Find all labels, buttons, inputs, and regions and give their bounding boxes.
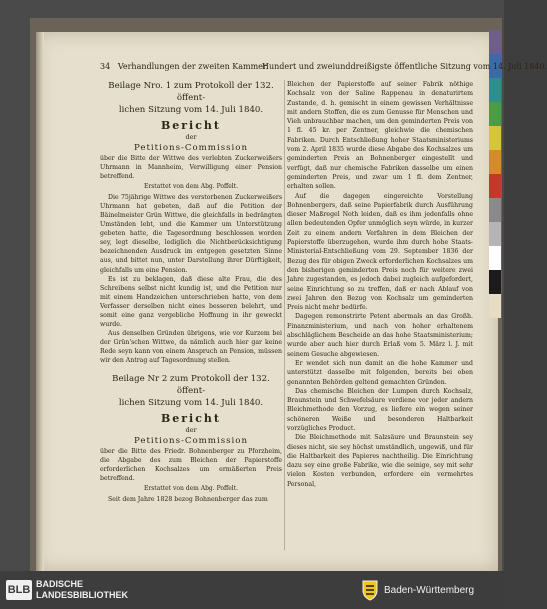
- appendix-1-der: der: [185, 133, 197, 141]
- right-column: [287, 80, 473, 560]
- appendix-2-subject: über die Bitte des Friedr. Bohnenberger zu Pforzheim, die Abgabe des zum Bleichen der Papierstoffe erforderlichen Kochsalzes um ermäßerten Preis betreffend.: [100, 448, 282, 483]
- right-paragraph-2: Auf die dagegen eingereichte Vorstellung Bohnenbergers, daß seine Papierfabrik durch Ausführung dieser Maßregel Noth leiden, daß es ihm jedenfalls ohne allen bedeutenden Opfer unmöglich seyn würde, in kurzer Zeit zu einem andern Verfahren in dem Bleichen der Papierstoffe überzugehen, wurde ihm durch hohe Staats-Ministerial-Entschließung vom 29. September 1836 der Bezug des für obigen Zweck erforderlichen Kochsalzes um den bisherigen geminderten Preis noch für weitere zwei Jahre zugestanden, es jedoch dabei zugleich aufgefordert, seine Einrichtung so zu treffen, daß er nach Ablauf von zwei Jahren den Bezug von Kochsalz um geminderten Preis nicht mehr bedürfe.: [287, 192, 473, 312]
- page-gutter: [36, 32, 44, 571]
- page-number: 34: [100, 62, 111, 71]
- appendix-2-signature: Erstattet von dem Abg. Poffelt.: [143, 485, 239, 493]
- appendix-2-der: der: [185, 426, 197, 435]
- appendix-1-subject: über die Bitte der Wittwe des verlebten Zuckerweißers Uhrmann in Mannheim, Verwilligung einer Pension betreffend.: [100, 155, 282, 181]
- right-paragraph-1: Bleichen der Papierstoffe auf seiner Fabrik nöthige Kochsalz von der Saline Rappenau in denaturirtem Zustande, d. h. gemischt in einem gewissen Verhältnisse mit andern Stoffen, die es zum Genusse für Menschen und Vieh unbrauchbar machen, um den geminderten Preis von 1 fl. 45 kr. per Zentner, gleichwie die chemischen Fabriken. Durch Entschließung hoher Staatsministeriums vom 2. April 1835 wurde diese Abgabe des Kochsalzes um geminderten Preis an Bohnenberger eingestellt und verfügt, daß nur chemische Fabriken dasselbe um einen geminderten Preis, und zwar um 1 fl. dem Zentner, erhalten sollen.: [287, 81, 473, 191]
- color-calibration-strip: [489, 30, 501, 320]
- color-swatch: [489, 30, 501, 54]
- appendix-2-heading: Bericht: [160, 412, 222, 426]
- appendix-1-paragraph-1: Die 75jährige Wittwe des verstorbenen Zuckerweißers Uhrmann hat gebeten, daß auf die Petition der Bäinelmeister Grün Wittwe, die gleichfalls in bedrängten Umständen lebt, und die Kammer um Unterstützung gebeten hatte, die Tagesordnung beschlossen worden sey, legt dieselbe, lediglich die Nichtberücksichtigung bezeichnenden Ausdruck im entgegen gesetzten Sinne aus, und bittet nun, unter Darstellung ihrer Dürftigkeit, gleichfalls um eine Pension.: [100, 194, 282, 274]
- color-swatch: [489, 246, 501, 270]
- right-paragraph-3: Dagegen remonstrirte Petent abermals an das Großh. Finanzministerium, und nach von hoher erhaltenem abschläglichem Bescheide an das hohe Staatsministerium; wurde aber auch hier durch Erlaß vom 5. März l. J. mit seinem Gesuche abgewiesen.: [287, 313, 473, 358]
- library-name: [36, 579, 128, 601]
- appendix-2-title-line1: Beilage Nr 2 zum Protokoll der 132. öffent-: [112, 374, 270, 397]
- color-swatch: [489, 126, 501, 150]
- running-head-right-title: Hundert und zweiunddreißigste öffentliche Sitzung vom 14. Juli 1840.: [262, 62, 547, 71]
- left-column: [100, 80, 282, 560]
- column-divider: [284, 80, 285, 550]
- appendix-1-paragraph-3: Aus denselben Gründen übrigens, wie vor Kurzem bei der Grün'schen Wittwe, da nämlich auch hier gar keine Rede seyn kann von einem Anspruch an Pension, müssen wir den Antrag auf Tagesordnung stellen.: [100, 329, 282, 364]
- appendix-2-paragraph-1: Seit dem Jahre 1828 bezog Bohnenberger das zum: [108, 496, 268, 504]
- blb-logo-icon: [6, 580, 32, 600]
- color-swatch: [489, 150, 501, 174]
- appendix-2-title-line2: lichen Sitzung vom 14. Juli 1840.: [118, 398, 264, 409]
- library-name-line1: BADISCHE: [36, 579, 84, 589]
- right-paragraph-5: Das chemische Bleichen der Lumpen durch Kochsalz, Braunstein und Schwefelsäure verdiene vor jeder andern Bleichmethode den Vorzug, es liefere ein wegen seiner schöneren Weiße und besonderen Haltbarkeit vorzügliches Product.: [287, 387, 473, 432]
- appendix-1-paragraph-2: Es ist zu beklagen, daß diese alte Frau, die des Schreibens selbst nicht kundig ist, und die Petition nur mit einem Handzeichen unterschrieben hatte, von dem Verfasser derselben nicht eines besseren belehrt, und somit eine ganz vergebliche Hoffnung in ihr geweckt wurde.: [100, 275, 282, 328]
- library-name-line2: LANDESBIBLIOTHEK: [36, 590, 128, 600]
- appendix-1-commission: Petitions-Commission: [134, 143, 248, 153]
- running-head-right: [262, 62, 547, 71]
- appendix-1-signature: Erstattet von dem Abg. Poffelt.: [143, 183, 239, 191]
- appendix-1-heading: Bericht: [160, 119, 222, 132]
- state-name: Baden-Württemberg: [384, 585, 475, 596]
- right-paragraph-6: Die Bleichmethode mit Salzsäure und Braunstein sey dieses nicht, sie sey höchst umständlich, ungewiß, und für die Haltbarkeit des Papieres nachtheilig. Die Einrichtung dazu sey eine große Fabrike, wie die seinige, sey mit sehr vielen Kosten verbunden, erfordere ein vermehrtes Personal,: [287, 434, 473, 488]
- color-swatch: [489, 294, 501, 318]
- coat-of-arms-icon: [361, 579, 379, 601]
- color-swatch: [489, 222, 501, 246]
- appendix-2-commission: Petitions-Commission: [134, 436, 248, 447]
- appendix-1-title-line2: lichen Sitzung vom 14. Juli 1840.: [118, 105, 264, 115]
- color-swatch: [489, 102, 501, 126]
- color-swatch: [489, 270, 501, 294]
- right-paragraph-4: Er wendet sich nun damit an die hohe Kammer und unterstützt dasselbe mit folgenden, bereits bei oben genannten Behörden geltend gemachten Gründen.: [287, 359, 473, 386]
- blb-logo-text: BLB: [7, 584, 31, 596]
- appendix-1-title-line1: Beilage Nro. 1 zum Protokoll der 132. öffent-: [108, 81, 274, 103]
- color-swatch: [489, 78, 501, 102]
- color-swatch: [489, 174, 501, 198]
- color-swatch: [489, 198, 501, 222]
- running-head-left: [100, 62, 268, 71]
- running-head-left-title: Verhandlungen der zweiten Kammer.: [117, 62, 269, 71]
